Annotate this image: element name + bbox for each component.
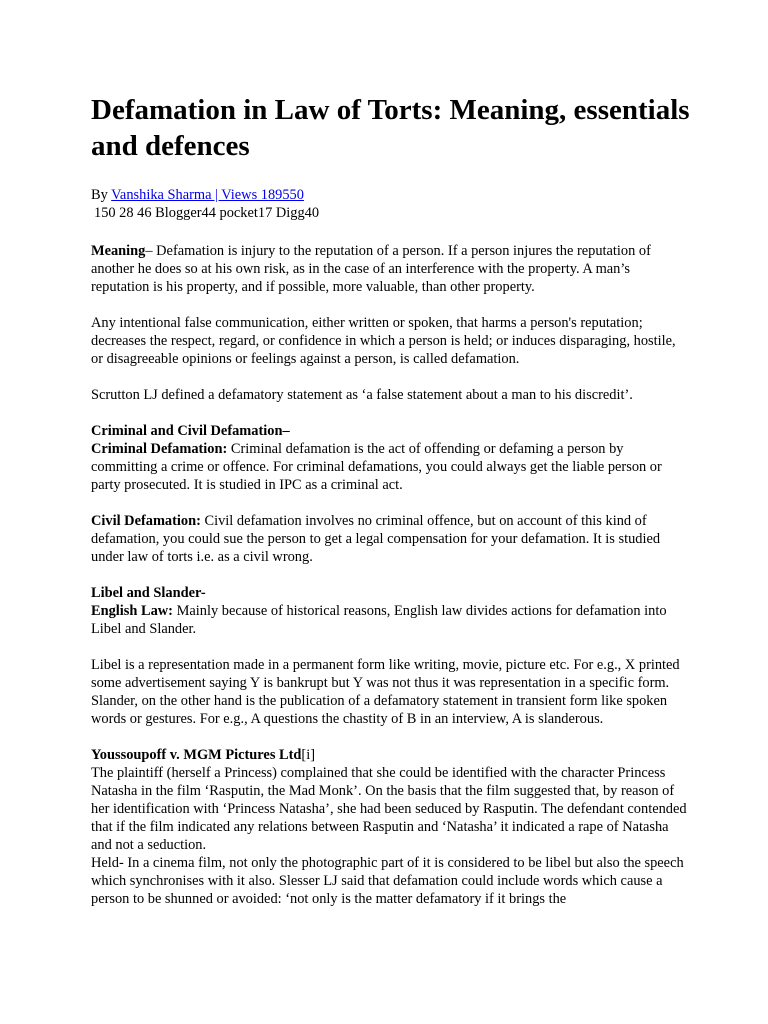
- civil-defamation-text: Civil defamation involves no criminal offence, but on account of this kind of defamation, you could sue the person to get a legal compensation for your defamation. It is studied under law of torts i.e. as a civil wrong.: [91, 513, 661, 565]
- criminal-civil-heading: Criminal and Civil Defamation–: [91, 423, 290, 439]
- civil-defamation-label: Civil Defamation:: [91, 513, 201, 529]
- article-title: Defamation in Law of Torts: Meaning, essentials and defences: [91, 94, 690, 162]
- case-facts-paragraph: The plaintiff (herself a Princess) complained that she could be identified with the character Princess Natasha in the film ‘Rasputin, the Mad Monk’. On the basis that the film suggested that, by reason of her identification with ‘Princess Natasha’, she had been seduced by Rasputin. The defendant contended that if the film indicated any relations between Rasputin and ‘Natasha’ it indicated a rape of Natasha and not a seduction.: [91, 765, 687, 853]
- english-law-paragraph: [91, 602, 691, 638]
- english-law-text: Mainly because of historical reasons, English law divides actions for defamation into Libel and Slander.: [91, 603, 667, 637]
- criminal-defamation-text: Criminal defamation is the act of offending or defaming a person by committing a crime or offence. For criminal defamations, you could always get the liable person or party prosecuted. It is studied in IPC as a criminal act.: [91, 441, 662, 493]
- libel-slander-heading: Libel and Slander-: [91, 585, 206, 601]
- scrutton-paragraph: Scrutton LJ defined a defamatory statement as ‘a false statement about a man to his discredit’.: [91, 387, 633, 403]
- meaning-paragraph: [91, 242, 691, 296]
- byline: [91, 186, 691, 204]
- civil-defamation-paragraph: [91, 512, 691, 566]
- criminal-defamation-paragraph: [91, 440, 691, 494]
- english-law-label: English Law:: [91, 603, 173, 619]
- slander-paragraph: Slander, on the other hand is the publication of a defamatory statement in transient form like spoken words or gestures. For e.g., A questions the chastity of B in an interview, A is slanderous.: [91, 693, 668, 727]
- meaning-text: – Defamation is injury to the reputation of a person. If a person injures the reputation of another he does so at his own risk, as in the case of an interference with the property. A man’s reputation is his property, and if possible, more valuable, than other property.: [91, 243, 651, 295]
- byline-prefix: By: [91, 187, 112, 203]
- criminal-defamation-label: Criminal Defamation:: [91, 441, 228, 457]
- share-counts: 150 28 46 Blogger44 pocket17 Digg40: [94, 205, 320, 221]
- case-citation: [i]: [301, 747, 315, 763]
- author-link[interactable]: Vanshika Sharma | Views 189550: [111, 187, 304, 203]
- case-held-paragraph: Held- In a cinema film, not only the photographic part of it is considered to be libel but also the speech which synchronises with it also. Slesser LJ said that defamation could include words which cause a person to be shunned or avoided: ‘not only is the matter defamatory if it brings the: [91, 855, 684, 907]
- article-body: [91, 92, 691, 908]
- case-heading-line: [91, 746, 691, 764]
- intentional-paragraph: Any intentional false communication, either written or spoken, that harms a person's reputation; decreases the respect, regard, or confidence in which a person is held; or induces disparaging, hostile, or disagreeable opinions or feelings against a person, is called defamation.: [91, 315, 676, 367]
- libel-paragraph: Libel is a representation made in a permanent form like writing, movie, picture etc. For e.g., X printed some advertisement saying Y is bankrupt but Y was not thus it was representation in a specific form.: [91, 657, 680, 691]
- meaning-label: Meaning: [91, 243, 146, 259]
- case-heading: Youssoupoff v. MGM Pictures Ltd: [91, 747, 302, 763]
